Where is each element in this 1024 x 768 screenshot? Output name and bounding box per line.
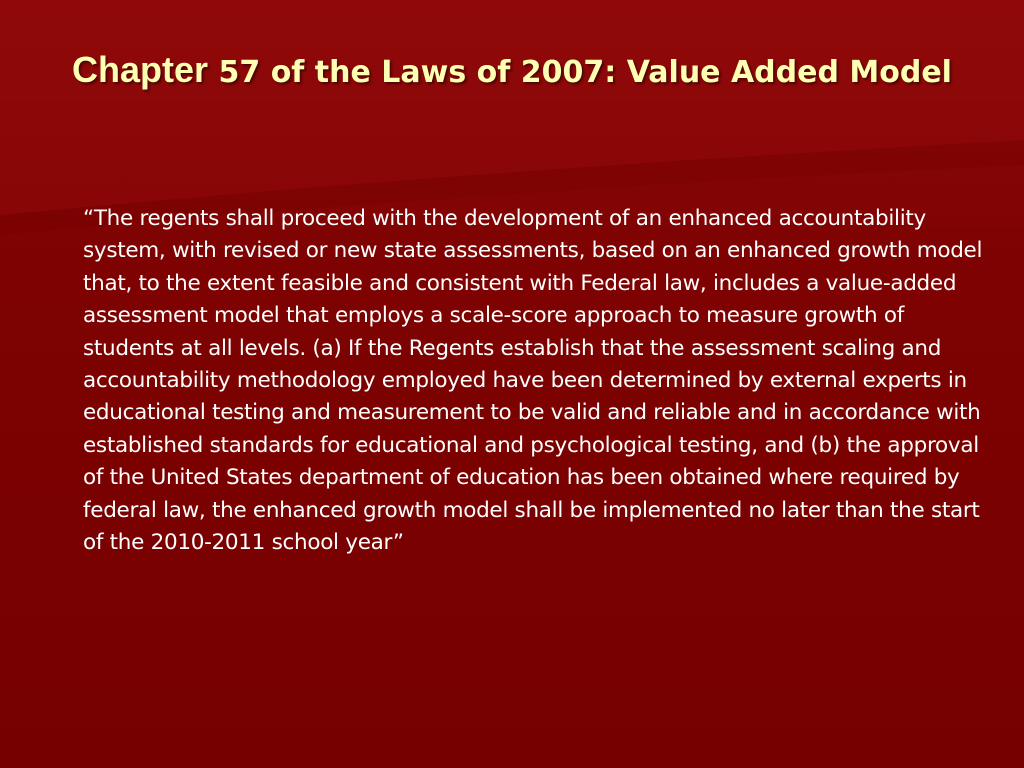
quote-body: “The regents shall proceed with the development of an enhanced accountability system, with revised or new state assessments, based on an enhanced growth model that, to the extent feasible and consistent with Federal law, includes a value-added assessment model that employs a scale-score approach to measure growth of students at all levels. (a) If the Regents establish that the assessment scaling and accountability methodology employed have been determined by external experts in educational testing and measurement to be valid and reliable and in accordance with established standards for educational and psychological testing, and (b) the approval of the United States department of education has been obtained where required by federal law, the enhanced growth model shall be implemented no later than the start of the 2010-2011 school year” [83, 206, 983, 556]
title-rest: 57 of the Laws of 2007: Value Added Model [208, 55, 952, 90]
title-first-word: Chapter [72, 49, 209, 90]
slide-title [40, 46, 984, 97]
